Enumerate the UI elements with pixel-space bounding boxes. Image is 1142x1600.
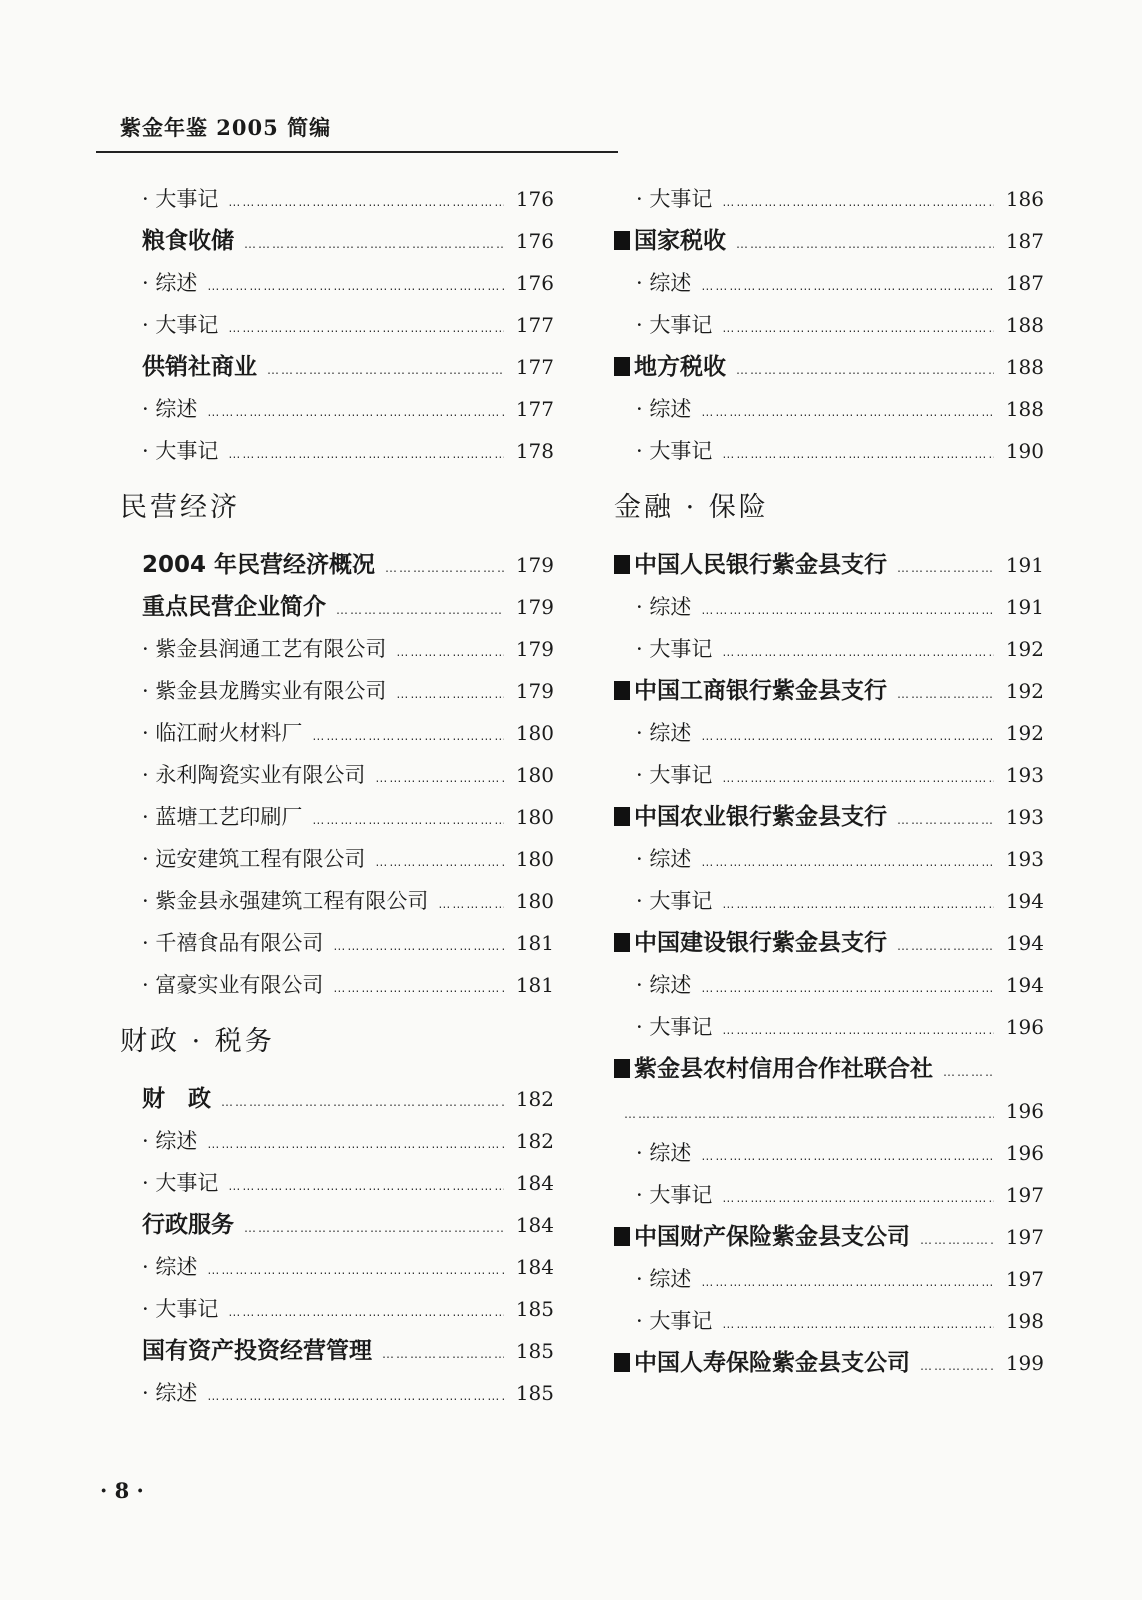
- dot-leader: [722, 307, 994, 349]
- toc-entry[interactable]: [120, 220, 554, 262]
- dot-leader: [336, 589, 504, 631]
- dot-leader: [333, 967, 504, 1009]
- toc-entry[interactable]: [120, 388, 554, 430]
- toc-entry[interactable]: [120, 628, 554, 670]
- toc-page-number: 197: [1005, 1183, 1044, 1207]
- toc-entry-title: 行政服务: [142, 1212, 234, 1238]
- toc-page-number: 187: [1005, 229, 1044, 253]
- toc-page-number: 191: [1005, 553, 1044, 577]
- toc-page-number: 180: [515, 763, 554, 787]
- toc-page-number: 177: [515, 355, 554, 379]
- dot-leader: [228, 433, 504, 475]
- toc-entry-title: 中国人寿保险紫金县支公司: [614, 1342, 910, 1384]
- toc-entry-title: · 大事记: [614, 304, 712, 346]
- toc-entry[interactable]: [120, 178, 554, 220]
- toc-entry[interactable]: [614, 796, 1044, 838]
- toc-entry[interactable]: [614, 544, 1044, 586]
- toc-page-number: 187: [1005, 271, 1044, 295]
- dot-leader: [722, 757, 994, 799]
- dot-leader: [722, 433, 994, 475]
- toc-entry[interactable]: [614, 670, 1044, 712]
- toc-entry[interactable]: [120, 346, 554, 388]
- toc-entry[interactable]: [120, 670, 554, 712]
- toc-entry-title: · 大事记: [120, 1288, 218, 1330]
- toc-entry[interactable]: [120, 1372, 554, 1414]
- toc-entry-title: 中国人民银行紫金县支行: [614, 544, 887, 586]
- toc-page-number: 176: [515, 271, 554, 295]
- toc-page-number: 197: [1005, 1225, 1044, 1249]
- dot-leader: [624, 1093, 994, 1135]
- toc-entry-title: · 富豪实业有限公司: [120, 964, 323, 1006]
- toc-entry-title: 2004 年民营经济概况: [142, 552, 376, 578]
- toc-entry[interactable]: [614, 754, 1044, 796]
- toc-entry-title: · 大事记: [614, 1300, 712, 1342]
- dot-leader: [244, 1207, 504, 1249]
- toc-entry[interactable]: [120, 922, 554, 964]
- toc-page-number: 197: [1005, 1267, 1044, 1291]
- toc-page-number: 185: [515, 1297, 554, 1321]
- toc-entry[interactable]: [614, 1342, 1044, 1384]
- dot-leader: [333, 925, 504, 967]
- dot-leader: [701, 1135, 994, 1177]
- toc-entry[interactable]: [120, 1120, 554, 1162]
- toc-entry[interactable]: [614, 922, 1044, 964]
- toc-entry-title: · 大事记: [614, 178, 712, 220]
- toc-page-number: 194: [1005, 973, 1044, 997]
- toc-entry-title: · 大事记: [120, 430, 218, 472]
- dot-leader: [228, 1291, 504, 1333]
- toc-page-number: 198: [1005, 1309, 1044, 1333]
- toc-entry-title: · 综述: [614, 1258, 691, 1300]
- toc-right-column: [614, 178, 1044, 1384]
- toc-page-number: 185: [515, 1381, 554, 1405]
- dot-leader: [438, 883, 504, 925]
- toc-page-number: 180: [515, 889, 554, 913]
- toc-entry[interactable]: [120, 712, 554, 754]
- toc-page-number: 181: [515, 931, 554, 955]
- toc-page-number: 176: [515, 229, 554, 253]
- toc-entry-title: · 大事记: [120, 304, 218, 346]
- toc-entry[interactable]: [614, 628, 1044, 670]
- toc-page-number: 178: [515, 439, 554, 463]
- dot-leader: [207, 1249, 504, 1291]
- toc-page-number: 177: [515, 397, 554, 421]
- dot-leader: [701, 715, 994, 757]
- toc-entry-title: · 综述: [614, 388, 691, 430]
- toc-page-number: 182: [515, 1087, 554, 1111]
- toc-entry[interactable]: [120, 1330, 554, 1372]
- toc-page-number: 177: [515, 313, 554, 337]
- toc-page-number: 184: [515, 1213, 554, 1237]
- toc-entry[interactable]: [614, 1132, 1044, 1174]
- toc-entry-title: · 远安建筑工程有限公司: [120, 838, 365, 880]
- toc-entry[interactable]: [614, 1258, 1044, 1300]
- toc-entry[interactable]: [120, 430, 554, 472]
- toc-entry[interactable]: [120, 838, 554, 880]
- toc-entry[interactable]: [614, 1048, 1044, 1090]
- dot-leader: [920, 1219, 994, 1261]
- dot-leader: [722, 1177, 994, 1219]
- toc-entry-title: · 综述: [614, 712, 691, 754]
- toc-entry[interactable]: [614, 1216, 1044, 1258]
- dot-leader: [722, 1303, 994, 1345]
- toc-page-number: 188: [1005, 313, 1044, 337]
- toc-page-number: 194: [1005, 889, 1044, 913]
- toc-entry[interactable]: [614, 178, 1044, 220]
- toc-page-number: 184: [515, 1255, 554, 1279]
- dot-leader: [701, 265, 994, 307]
- toc-page-number: 193: [1005, 847, 1044, 871]
- toc-entry-title: · 大事记: [614, 880, 712, 922]
- toc-entry[interactable]: [120, 964, 554, 1006]
- dot-leader: [897, 547, 994, 589]
- toc-page-number: 181: [515, 973, 554, 997]
- toc-page-number: 192: [1005, 721, 1044, 745]
- dot-leader: [701, 967, 994, 1009]
- dot-leader: [897, 799, 994, 841]
- toc-page-number: 182: [515, 1129, 554, 1153]
- toc-page-number: 188: [1005, 355, 1044, 379]
- toc-entry[interactable]: [614, 712, 1044, 754]
- toc-page-number: 179: [515, 637, 554, 661]
- dot-leader: [375, 757, 504, 799]
- dot-leader: [722, 181, 994, 223]
- dot-leader: [722, 631, 994, 673]
- toc-entry-title: · 紫金县润通工艺有限公司: [120, 628, 386, 670]
- toc-page-number: 193: [1005, 805, 1044, 829]
- toc-page-number: 180: [515, 847, 554, 871]
- section-heading: 民营经济: [120, 492, 240, 523]
- toc-entry-title: · 综述: [120, 388, 197, 430]
- dot-leader: [267, 349, 504, 391]
- toc-entry[interactable]: [614, 388, 1044, 430]
- toc-entry-title: · 综述: [614, 586, 691, 628]
- toc-page-number: 180: [515, 805, 554, 829]
- toc-entry[interactable]: [614, 262, 1044, 304]
- toc-page-number: 196: [1005, 1141, 1044, 1165]
- toc-entry-title: 国有资产投资经营管理: [142, 1338, 372, 1364]
- toc-entry-title: · 蓝塘工艺印刷厂: [120, 796, 302, 838]
- toc-entry-title: 重点民营企业简介: [142, 594, 326, 620]
- dot-leader: [396, 631, 504, 673]
- section-heading: 金融 · 保险: [614, 492, 769, 523]
- dot-leader: [228, 307, 504, 349]
- toc-entry-title: 供销社商业: [142, 354, 257, 380]
- dot-leader: [897, 925, 994, 967]
- dot-leader: [244, 223, 504, 265]
- dot-leader: [375, 841, 504, 883]
- dot-leader: [207, 391, 504, 433]
- toc-entry[interactable]: [120, 1078, 554, 1120]
- page-number: · 8 ·: [100, 1478, 144, 1503]
- toc-entry[interactable]: [614, 586, 1044, 628]
- toc-entry-title: 粮食收储: [142, 228, 234, 254]
- toc-entry[interactable]: [120, 880, 554, 922]
- dot-leader: [722, 883, 994, 925]
- toc-page-number: 192: [1005, 637, 1044, 661]
- dot-leader: [701, 841, 994, 883]
- toc-entry-title: 国家税收: [614, 220, 726, 262]
- toc-page-number: 190: [1005, 439, 1044, 463]
- dot-leader: [228, 1165, 504, 1207]
- toc-entry-title: · 大事记: [614, 1006, 712, 1048]
- header-rule: [96, 151, 618, 153]
- toc-entry-title: · 大事记: [120, 178, 218, 220]
- toc-entry[interactable]: [614, 1174, 1044, 1216]
- dot-leader: [312, 799, 504, 841]
- running-head: 紫金年鉴 2005 简编: [120, 115, 332, 140]
- toc-entry[interactable]: [614, 304, 1044, 346]
- dot-leader: [207, 265, 504, 307]
- toc-page-number: 194: [1005, 931, 1044, 955]
- dot-leader: [920, 1345, 994, 1387]
- toc-entry[interactable]: [120, 262, 554, 304]
- toc-page-number: 191: [1005, 595, 1044, 619]
- toc-page-number: 196: [1005, 1099, 1044, 1123]
- dot-leader: [396, 673, 504, 715]
- toc-entry[interactable]: [614, 880, 1044, 922]
- toc-entry-title: · 综述: [120, 1120, 197, 1162]
- dot-leader: [701, 391, 994, 433]
- toc-entry-title: · 紫金县永强建筑工程有限公司: [120, 880, 428, 922]
- toc-entry[interactable]: [614, 838, 1044, 880]
- toc-entry-title: 中国财产保险紫金县支公司: [614, 1216, 910, 1258]
- dot-leader: [207, 1375, 504, 1417]
- dot-leader: [897, 673, 994, 715]
- toc-entry-title: · 综述: [614, 262, 691, 304]
- toc-entry-title: · 大事记: [614, 628, 712, 670]
- toc-entry-title: · 大事记: [614, 430, 712, 472]
- toc-entry-title: · 综述: [614, 838, 691, 880]
- toc-entry-title: · 永利陶瓷实业有限公司: [120, 754, 365, 796]
- toc-page-number: 199: [1005, 1351, 1044, 1375]
- toc-entry[interactable]: [614, 346, 1044, 388]
- toc-entry-title: 中国建设银行紫金县支行: [614, 922, 887, 964]
- toc-page-number: 186: [1005, 187, 1044, 211]
- dot-leader: [943, 1051, 993, 1093]
- toc-entry-title: 地方税收: [614, 346, 726, 388]
- dot-leader: [701, 1261, 994, 1303]
- toc-entry[interactable]: [120, 754, 554, 796]
- toc-entry[interactable]: [614, 1090, 1044, 1132]
- toc-page-number: 180: [515, 721, 554, 745]
- toc-entry-title: · 综述: [120, 1372, 197, 1414]
- toc-entry-title: · 综述: [614, 1132, 691, 1174]
- toc-entry-title: · 临江耐火材料厂: [120, 712, 302, 754]
- toc-entry[interactable]: [120, 1246, 554, 1288]
- dot-leader: [228, 181, 504, 223]
- dot-leader: [382, 1333, 504, 1375]
- dot-leader: [385, 547, 504, 589]
- dot-leader: [207, 1123, 504, 1165]
- toc-entry-title: · 综述: [120, 1246, 197, 1288]
- toc-page-number: 188: [1005, 397, 1044, 421]
- toc-entry[interactable]: [120, 1162, 554, 1204]
- toc-left-column: [120, 178, 554, 1414]
- toc-page-number: 179: [515, 679, 554, 703]
- toc-entry[interactable]: [614, 1006, 1044, 1048]
- dot-leader: [736, 223, 994, 265]
- toc-entry[interactable]: [120, 1204, 554, 1246]
- dot-leader: [701, 589, 994, 631]
- toc-entry-title: · 紫金县龙腾实业有限公司: [120, 670, 386, 712]
- toc-page-number: 176: [515, 187, 554, 211]
- toc-page-number: 185: [515, 1339, 554, 1363]
- toc-entry[interactable]: [120, 544, 554, 586]
- toc-entry-title: 中国农业银行紫金县支行: [614, 796, 887, 838]
- toc-entry[interactable]: [120, 304, 554, 346]
- toc-entry-title: 中国工商银行紫金县支行: [614, 670, 887, 712]
- toc-entry[interactable]: [614, 430, 1044, 472]
- toc-entry-title: · 大事记: [120, 1162, 218, 1204]
- toc-page-number: 184: [515, 1171, 554, 1195]
- toc-entry[interactable]: [120, 1288, 554, 1330]
- toc-entry[interactable]: [614, 220, 1044, 262]
- toc-page-number: 179: [515, 595, 554, 619]
- toc-entry[interactable]: [120, 796, 554, 838]
- toc-entry-title: · 大事记: [614, 1174, 712, 1216]
- toc-entry[interactable]: [120, 586, 554, 628]
- toc-entry-title: · 大事记: [614, 754, 712, 796]
- toc-page-number: 196: [1005, 1015, 1044, 1039]
- toc-page-number: 192: [1005, 679, 1044, 703]
- toc-entry-title: 财 政: [142, 1086, 211, 1112]
- dot-leader: [312, 715, 504, 757]
- dot-leader: [736, 349, 994, 391]
- toc-page-number: 193: [1005, 763, 1044, 787]
- toc-entry-title: 紫金县农村信用合作社联合社: [614, 1048, 933, 1090]
- toc-entry[interactable]: [614, 964, 1044, 1006]
- toc-entry-title: · 综述: [614, 964, 691, 1006]
- dot-leader: [221, 1081, 504, 1123]
- section-heading: 财政 · 税务: [120, 1026, 275, 1057]
- toc-page-number: 179: [515, 553, 554, 577]
- toc-entry-title: · 千禧食品有限公司: [120, 922, 323, 964]
- toc-entry-title: · 综述: [120, 262, 197, 304]
- toc-entry[interactable]: [614, 1300, 1044, 1342]
- dot-leader: [722, 1009, 994, 1051]
